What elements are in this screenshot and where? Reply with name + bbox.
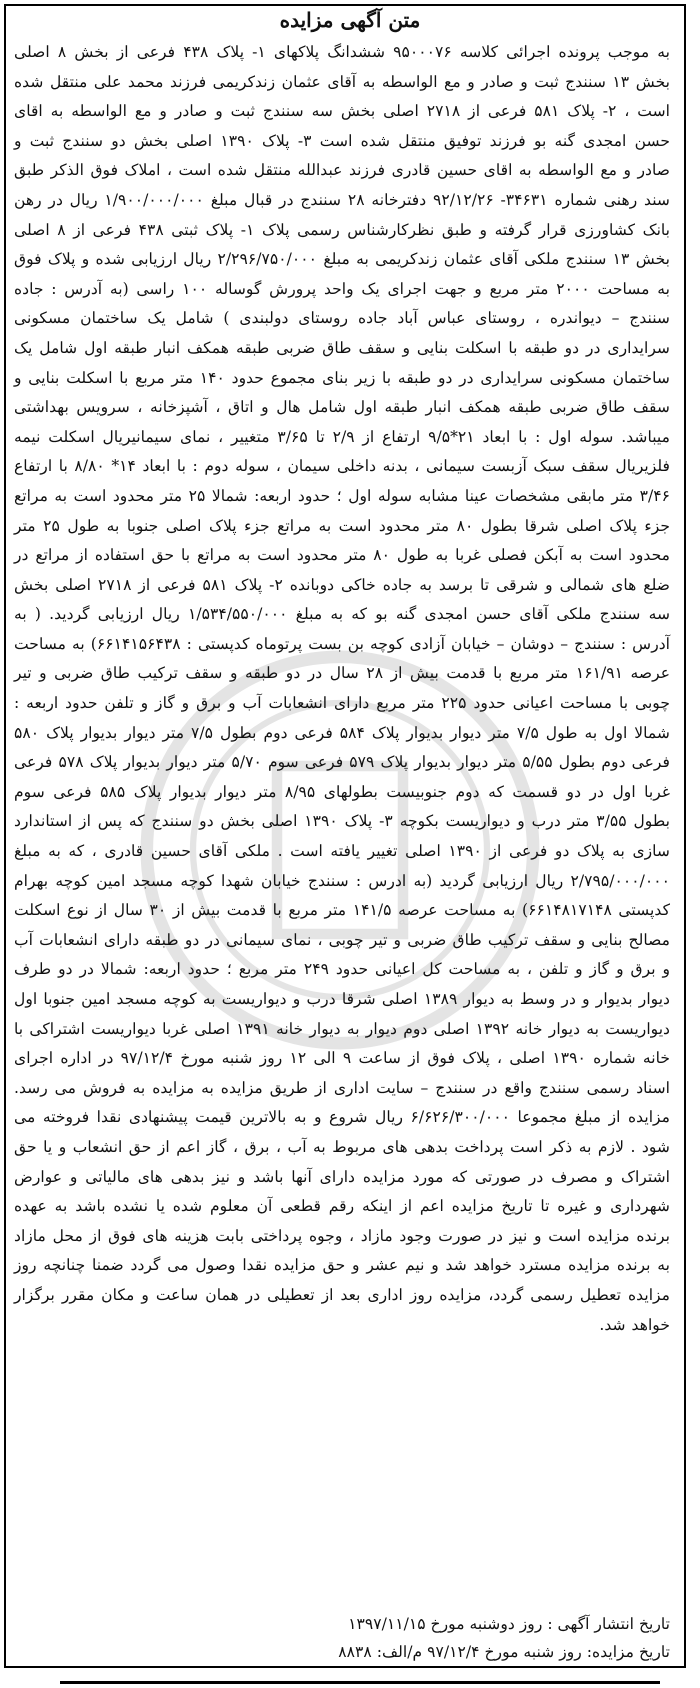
- auction-date-line: تاریخ مزایده: روز شنبه مورخ ۹۷/۱۲/۴ م/الف: ۸۸۳۸: [338, 1643, 670, 1661]
- publish-date-line: تاریخ انتشار آگهی : روز دوشنبه مورخ ۱۳۹۷/۱۱/۱۵: [348, 1615, 670, 1633]
- notice-body: به موجب پرونده اجرائی کلاسه ۹۵۰۰۰۷۶ ششدانگ پلاکهای ۱- پلاک ۴۳۸ فرعی از بخش ۸ اصلی بخش ۱۳ سنندج ثبت و صادر و مع الواسطه به آقای عثمان زندکریمی فرزند محمد علی منتقل شده است ، ۲- پلاک ۵۸۱ فرعی از ۲۷۱۸ اصلی بخش سه سنندج ثبت و صادر و مع الواسطه به اقای حسن امجدی گنه بو فرزند توفیق منتقل شده است ۳- پلاک ۱۳۹۰ اصلی بخش دو سنندج ثبت و صادر و مع الواسطه به اقای حسین قادری فرزند عبدالله منتقل شده است ، املاک فوق الذکر طبق سند رهنی شماره ۳۴۶۳۱- ۹۲/۱۲/۲۶ دفترخانه ۲۸ سنندج در قبال مبلغ ۱/۹۰۰/۰۰۰/۰۰۰ ریال در رهن بانک کشاورزی قرار گرفته و طبق نظرکارشناس رسمی پلاک ۱- پلاک ثبتی ۴۳۸ فرعی از ۸ اصلی بخش ۱۳ سنندج ملکی آقای عثمان زندکریمی به مبلغ ۲/۲۹۶/۷۵۰/۰۰۰ ریال ارزیابی شده و پلاک فوق به مساحت ۲۰۰۰ متر مربع و جهت اجرای یک واحد پرورش گوساله ۱۰۰ راسی (به آدرس : جاده سنندج – دیواندره ، روستای عباس آباد جاده روستای دولبندی ) شامل یک ساختمان مسکونی سرایداری در دو طبقه با اسکلت بنایی و سقف طاق ضربی طبقه همکف انبار طبقه اول شامل یک ساختمان مسکونی سرایداری در دو طبقه با زیر بنای مجموع حدود ۱۴۰ متر مربع با اسکلت بنایی و سقف طاق ضربی طبقه همکف انبار طبقه اول شامل هال و اتاق ، آشپزخانه ، سرویس بهداشتی میباشد. سوله اول : با ابعاد ۲۱*۹/۵ ارتفاع از ۲/۹ تا ۳/۶۵ متغییر ، نمای سیمانیریال اسکلت نیمه فلزیریال سقف سبک آزبست سیمانی ، بدنه داخلی سیمان ، سوله دوم : با ابعاد ۱۴* ۸/۸۰ با ارتفاع ۳/۴۶ متر مابقی مشخصات عینا مشابه سوله اول ؛ حدود اربعه: شمالا ۲۵ متر محدود است به مراتع جزء پلاک اصلی شرقا بطول ۸۰ متر محدود است به مراتع جزء پلاک اصلی جنوبا به طول ۲۵ متر محدود است به آبکن فصلی غربا به طول ۸۰ متر محدود است به مراتع با حق استفاده از مراتع در ضلع های شمالی و شرقی تا برسد به جاده خاکی دوبانده ۲- پلاک ۵۸۱ فرعی از ۲۷۱۸ اصلی بخش سه سنندج ملکی آقای حسن امجدی گنه بو که به مبلغ ۱/۵۳۴/۵۵۰/۰۰۰ ریال ارزیابی گردید. ( به آدرس : سنندج – دوشان – خیابان آزادی کوچه بن بست پرتوماه کدپستی : ۶۶۱۴۱۵۶۴۳۸) به مساحت عرصه ۱۶۱/۹۱ متر مربع با قدمت بیش از ۲۸ سال در دو طبقه و سقف ترکیب طاق ضربی و تیر چوبی با مساحت اعیانی حدود ۲۲۵ متر مربع دارای انشعابات آب و برق و گاز و تلفن حدود اربعه : شمالا اول به طول ۷/۵ متر دیوار بدیوار پلاک ۵۸۴ فرعی دوم بطول ۷/۵ متر دیوار بدیوار پلاک ۵۸۰ فرعی دوم بطول ۵/۵۵ متر دیوار بدیوار پلاک ۵۷۹ فرعی سوم ۵/۷۰ متر دیوار بدیوار پلاک ۵۷۸ فرعی غربا اول در دو قسمت که دوم جنوبیست بطولهای ۸/۹۵ متر دیوار بدیوار پلاک ۵۸۵ فرعی سوم بطول ۳/۵۵ متر درب و دیواریست بکوچه ۳- پلاک ۱۳۹۰ اصلی بخش دو سنندج که پس از استاندارد سازی به پلاک دو فرعی از ۱۳۹۰ اصلی تغییر یافته است . ملکی آقای حسین قادری ، که به مبلغ ۲/۷۹۵/۰۰۰/۰۰۰ ریال ارزیابی گردید (به ادرس : سنندج خیابان شهدا کوچه مسجد امین کوچه بهرام کدپستی ۶۶۱۴۸۱۷۱۴۸) به مساحت عرصه ۱۴۱/۵ متر مربع با قدمت بیش از ۳۰ سال از نوع اسکلت مصالح بنایی و سقف ترکیب طاق ضربی و تیر چوبی ، نمای سیمانی در دو طبقه دارای انشعابات آب و برق و گاز و تلفن ، به مساحت کل اعیانی حدود ۲۴۹ متر مربع ؛ حدود اربعه: شمالا در دو طرف دیوار بدیوار و در وسط به دیوار ۱۳۸۹ اصلی شرقا درب و دیواریست به کوچه مسجد امین جنوبا اول دیواریست به دیوار خانه ۱۳۹۲ اصلی دوم دیوار به دیوار خانه ۱۳۹۱ اصلی غربا دیواریست اشتراکی با خانه شماره ۱۳۹۰ اصلی ، پلاک فوق از ساعت ۹ الی ۱۲ روز شنبه مورخ ۹۷/۱۲/۴ در اداره اجرای اسناد رسمی سنندج واقع در سنندج – سایت اداری از طریق مزایده به مزایده به فروش می رسد. مزایده از مبلغ مجموعا ۶/۶۲۶/۳۰۰/۰۰۰ ریال شروع و به بالاترین قیمت پیشنهادی نقدا فروخته می شود . لازم به ذکر است پرداخت بدهی های مربوط به آب ، برق ، گاز اعم از حق انشعاب و یا حق اشتراک و مصرف در صورتی که مورد مزایده دارای آنها باشد و نیز بدهی های مالیاتی و عوارض شهرداری و غیره تا تاریخ مزایده اعم از اینکه رقم قطعی آن معلوم شده یا نشده باشد به عهده برنده مزایده است و نیز در صورت وجود مازاد ، وجوه پرداختی بابت هزینه های فوق از محل مازاد به برنده مزایده مسترد خواهد شد و نیم عشر و حق مزایده نقدا وصول می گردد ضمنا چنانچه روز مزایده تعطیل رسمی گردد، مزایده روز اداری بعد از تعطیلی در همان ساعت و مکان مقرر برگزار خواهد شد.: [14, 43, 671, 1334]
- notice-title: متن آگهی مزایده: [279, 8, 421, 32]
- bottom-rule: [60, 1681, 660, 1684]
